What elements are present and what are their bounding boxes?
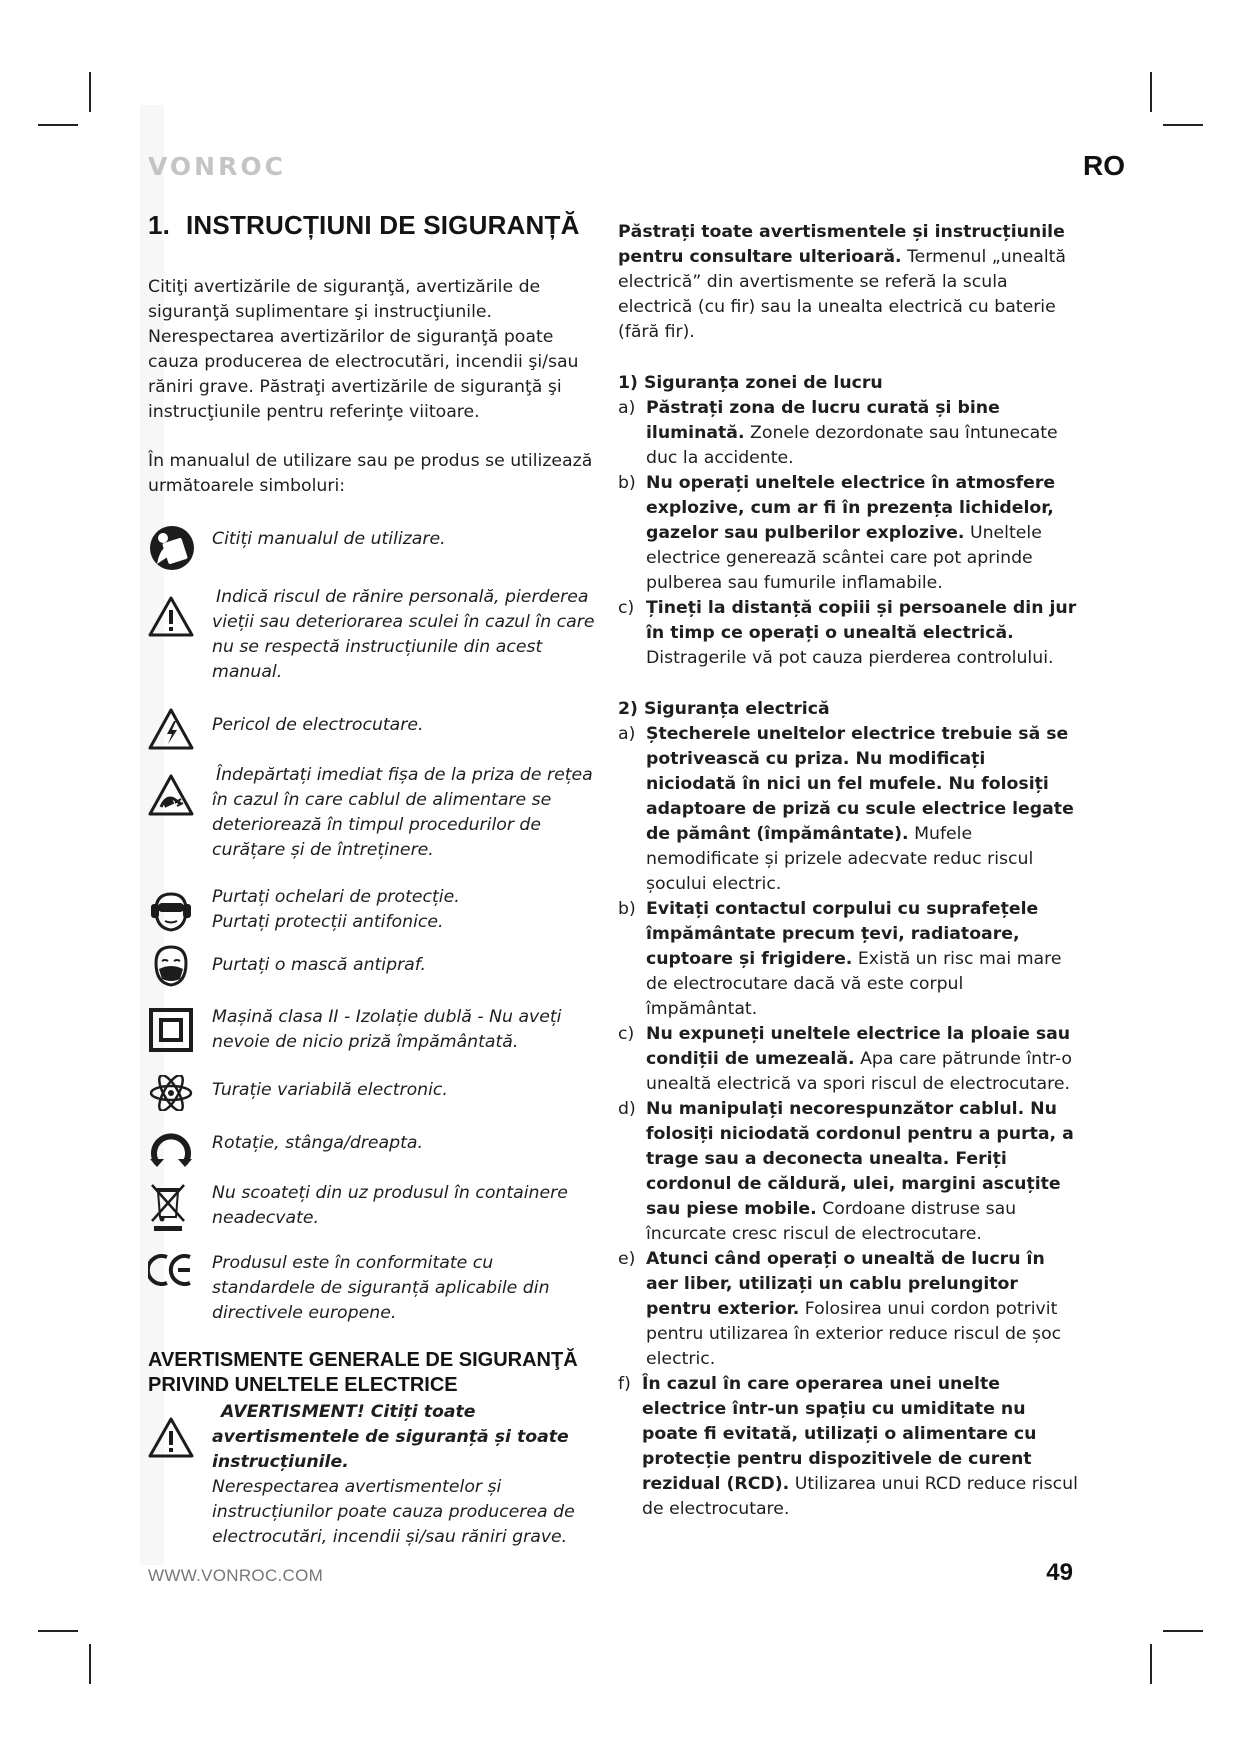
intro-paragraph: Citiţi avertizările de siguranţă, avertizările de siguranţă suplimentare şi instrucţiunile. Nerespectarea avertizărilor de siguranţă poate cauza producerea de electrocutări, incendii şi/sau răniri grave. Păstraţi avertizările de siguranţă şi instrucţiunile pentru referinţe viitoare.	[148, 277, 579, 422]
symbol-text: Indică riscul de rănire personală, pierderea vieții sau deteriorarea sculei în cazul în care nu se respectă instrucțiunile din acest manual.	[212, 587, 595, 682]
list-label: c)	[618, 598, 635, 618]
item-bold: Ștecherele uneltelor electrice trebuie să se potrivească cu priza. Nu modificați niciodată în nici un fel mufele. Nu folosiți adaptoare de priză cu scule electrice legate de pământ (împământate).	[646, 724, 1074, 844]
manual-icon	[148, 524, 196, 572]
item-text: Zonele dezordonate sau întunecate duc la accidente.	[646, 423, 1058, 468]
symbol-text: Mașină clasa II - Izolație dublă - Nu aveți nevoie de nicio priză împământată.	[212, 1007, 562, 1052]
item-text: Cordoane distruse sau încurcate cresc riscul de electrocutare.	[646, 1199, 1017, 1244]
section-title-text: INSTRUCȚIUNI DE SIGURANȚĂ	[186, 210, 580, 240]
item-bold: Nu operați uneltele electrice în atmosfere explozive, cum ar fi în prezența lichidelor, gazelor sau pulberilor explozive.	[646, 473, 1056, 543]
symbol-text: Îndepărtați imediat fișa de la priza de rețea în cazul în care cablul de alimentare se deteriorează în timpul procedurilor de curățare și de întreținere.	[212, 765, 593, 860]
electric-hazard-icon	[148, 707, 194, 751]
crop-mark	[1150, 1644, 1152, 1684]
brand-logo: VONROC	[148, 152, 286, 181]
footer-website: WWW.VONROC.COM	[148, 1566, 324, 1585]
item-text: Mufele nemodificate și prizele adecvate reduc riscul șocului electric.	[646, 824, 1034, 894]
item-bold: Evitați contactul corpului cu suprafețele împământate precum țevi, radiatoare, cuptoare și frigidere.	[646, 899, 1039, 969]
general-warning-text: Nerespectarea avertismentelor și instrucțiunilor poate cauza producerea de electrocutări, incendii și/sau răniri grave.	[212, 1477, 575, 1547]
crop-mark	[1163, 124, 1203, 126]
left-column	[148, 210, 600, 1550]
list-label: a)	[618, 724, 636, 744]
list-item	[618, 1097, 1078, 1247]
general-warning-bold: AVERTISMENT! Citiți toate avertismentele de siguranță și toate instrucțiunile.	[212, 1402, 569, 1472]
keep-instructions-text: Termenul „unealtă electrică” din avertismente se referă la scula electrică (cu fir) sau la unealta electrică cu baterie (fără fir).	[618, 247, 1067, 342]
symbol-row	[148, 885, 600, 935]
dust-mask-icon	[148, 943, 194, 989]
general-warning-block	[148, 1400, 600, 1550]
rotation-icon	[148, 1125, 194, 1169]
item-text: Folosirea unui cordon potrivit pentru utilizarea în exterior reduce riscul de șoc electric.	[646, 1299, 1062, 1369]
symbol-text: Produsul este în conformitate cu standardele de siguranță aplicabile din directivele europene.	[212, 1253, 550, 1323]
symbol-row	[148, 585, 600, 685]
list-label: c)	[618, 1024, 635, 1044]
symbol-row	[148, 524, 600, 572]
symbols-lead: În manualul de utilizare sau pe produs se utilizează următoarele simboluri:	[148, 451, 593, 496]
list-label: d)	[618, 1099, 636, 1119]
warning-triangle-icon	[148, 1416, 194, 1458]
ce-mark-icon	[148, 1253, 194, 1287]
keep-instructions-bold: Păstrați toate avertismentele și instrucțiunile pentru consultare ulterioară.	[618, 222, 1065, 267]
section-number: 1.	[148, 210, 171, 240]
list-label: f)	[618, 1374, 631, 1394]
list-item	[618, 471, 1078, 596]
list-item	[618, 1022, 1078, 1097]
goggles-ear-protection-icon	[148, 888, 194, 934]
list-item	[618, 897, 1078, 1022]
symbol-text	[212, 885, 460, 935]
list-item	[618, 1372, 1078, 1522]
unplug-hazard-icon	[148, 773, 194, 817]
list-item	[618, 1247, 1078, 1372]
symbol-text: Pericol de electrocutare.	[212, 715, 424, 735]
work-area-title: 1) Siguranța zonei de lucru	[618, 373, 883, 393]
item-text: Distragerile vă pot cauza pierderea controlului.	[646, 648, 1054, 668]
symbol-text: Citiți manualul de utilizare.	[212, 529, 446, 549]
crop-mark	[38, 1630, 78, 1632]
symbol-row	[148, 1075, 600, 1111]
variable-speed-icon	[148, 1075, 194, 1111]
symbol-row	[148, 943, 600, 989]
crop-mark	[89, 72, 91, 112]
list-label: b)	[618, 473, 636, 493]
item-bold: Păstrați zona de lucru curată și bine iluminată.	[646, 398, 1000, 443]
symbol-row	[148, 1005, 600, 1055]
warning-triangle-icon	[148, 595, 194, 637]
symbol-row	[148, 707, 600, 751]
weee-bin-icon	[148, 1181, 188, 1233]
list-label: a)	[618, 398, 636, 418]
item-bold: Nu manipulați necorespunzător cablul. Nu folosiți niciodată cordonul pentru a purta, a trage sau a deconecta unealta. Feriți cordonul de căldură, ulei, margini ascuțite sau piese mobile.	[646, 1099, 1074, 1219]
list-item	[618, 396, 1078, 471]
crop-mark	[89, 1644, 91, 1684]
electrical-safety-title: 2) Siguranța electrică	[618, 699, 830, 719]
item-bold: Atunci când operați o unealtă de lucru în aer liber, utilizați un cablu prelungitor pentru exterior.	[646, 1249, 1045, 1319]
symbol-row	[148, 1125, 600, 1169]
item-bold: Țineți la distanță copiii și persoanele din jur în timp ce operați o unealtă electrică.	[646, 598, 1077, 643]
item-text: Apa care pătrunde într-o unealtă electrică va spori riscul de electrocutare.	[646, 1049, 1072, 1094]
symbol-text: Rotație, stânga/dreapta.	[212, 1133, 423, 1153]
language-code: RO	[1083, 150, 1125, 181]
list-item	[618, 596, 1078, 671]
item-text: Uneltele electrice generează scântei care pot aprinde pulberea sau fumurile inflamabile.	[646, 523, 1042, 593]
list-label: e)	[618, 1249, 636, 1269]
item-bold: Nu expuneți uneltele electrice la ploaie sau condiții de umezeală.	[646, 1024, 1071, 1069]
item-text: Există un risc mai mare de electrocutare dacă vă este corpul împământat.	[646, 949, 1062, 1019]
crop-mark	[38, 124, 78, 126]
class-ii-icon	[148, 1007, 194, 1053]
symbol-text: Turație variabilă electronic.	[212, 1080, 448, 1100]
page-number: 49	[1046, 1559, 1073, 1586]
symbol-text-line: Purtați protecții antifonice.	[212, 912, 444, 932]
symbol-row	[148, 1251, 600, 1326]
list-item	[618, 722, 1078, 897]
crop-mark	[1150, 72, 1152, 112]
general-warnings-title: AVERTISMENTE GENERALE DE SIGURANŢĂ PRIVIND UNELTELE ELECTRICE	[148, 1349, 578, 1396]
right-column	[618, 220, 1078, 1522]
item-bold: În cazul în care operarea unei unelte electrice într-un spațiu cu umiditate nu poate fi evitată, utilizați o alimentare cu protecție pentru dispozitivele de curent rezidual (RCD).	[642, 1374, 1037, 1494]
symbol-text: Purtați o mască antipraf.	[212, 955, 427, 975]
symbol-row	[148, 1181, 600, 1233]
item-text: Utilizarea unui RCD reduce riscul de electrocutare.	[642, 1474, 1078, 1519]
symbol-text-line: Purtați ochelari de protecție.	[212, 887, 460, 907]
crop-mark	[1163, 1630, 1203, 1632]
symbol-row	[148, 763, 600, 863]
symbol-text: Nu scoateți din uz produsul în containere neadecvate.	[212, 1183, 568, 1228]
keep-instructions-paragraph	[618, 220, 1078, 345]
section-title	[148, 210, 600, 241]
list-label: b)	[618, 899, 636, 919]
